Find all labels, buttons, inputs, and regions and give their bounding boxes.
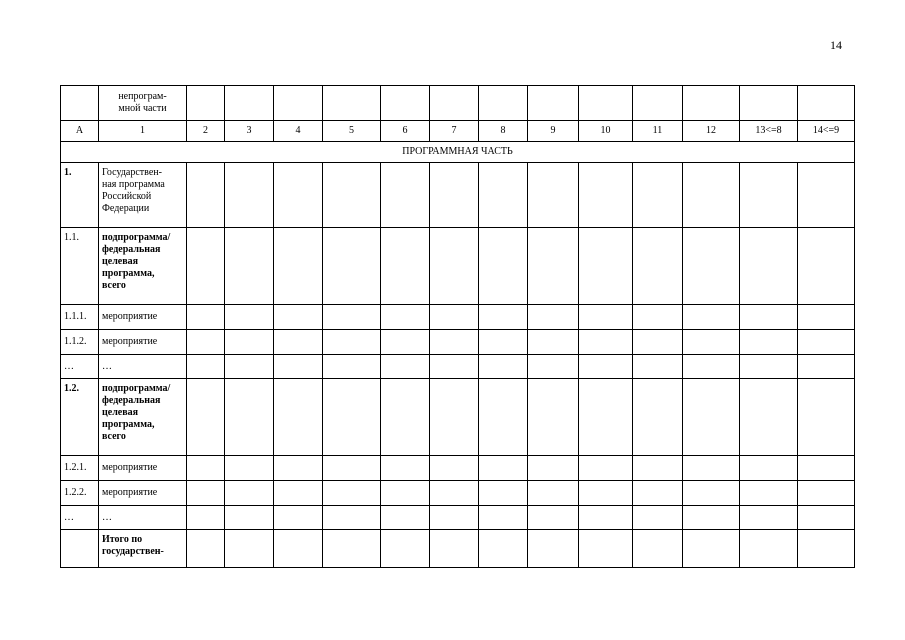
- header-cell-nonprogram: непрограм- мной части: [99, 86, 187, 121]
- table-cell: [740, 228, 798, 305]
- table-cell: [633, 456, 683, 481]
- table-body: [61, 86, 855, 568]
- table-cell: [633, 228, 683, 305]
- table-cell: [187, 530, 225, 568]
- table-cell: [430, 330, 479, 355]
- row-number-cell: 1.: [61, 163, 99, 228]
- table-cell: [740, 305, 798, 330]
- table-cell: [225, 228, 274, 305]
- table-cell: [528, 228, 579, 305]
- table-cell: [528, 86, 579, 121]
- column-number-cell: 7: [430, 121, 479, 142]
- table-cell: [381, 86, 430, 121]
- table-cell: [274, 330, 323, 355]
- table-cell: [579, 379, 633, 456]
- table-cell: [479, 481, 528, 506]
- row-name-cell: подпрограмма/ федеральная целевая программа, всего: [99, 228, 187, 305]
- table-cell: [479, 330, 528, 355]
- table-cell: [798, 481, 855, 506]
- table-cell: [740, 355, 798, 379]
- column-number-cell: 1: [99, 121, 187, 142]
- table-cell: [479, 456, 528, 481]
- table-cell: [740, 330, 798, 355]
- column-number-cell: 11: [633, 121, 683, 142]
- table-cell: [528, 379, 579, 456]
- table-cell: [579, 456, 633, 481]
- table-cell: [323, 379, 381, 456]
- table-cell: [683, 355, 740, 379]
- table-cell: [274, 305, 323, 330]
- section-title: ПРОГРАММНАЯ ЧАСТЬ: [61, 142, 855, 163]
- table-cell: [528, 481, 579, 506]
- table-cell: [381, 379, 430, 456]
- table-cell: [381, 330, 430, 355]
- table-cell: [323, 163, 381, 228]
- table-cell: [430, 379, 479, 456]
- table-cell: [187, 228, 225, 305]
- table-cell: [528, 530, 579, 568]
- table-cell: [579, 86, 633, 121]
- table-cell: [683, 379, 740, 456]
- table-cell: [187, 163, 225, 228]
- table-cell: [579, 530, 633, 568]
- column-number-cell: 9: [528, 121, 579, 142]
- table-cell: [798, 330, 855, 355]
- table-cell: [274, 86, 323, 121]
- table-cell: [528, 163, 579, 228]
- table-cell: [683, 530, 740, 568]
- table-cell: [323, 456, 381, 481]
- table-cell: [430, 355, 479, 379]
- table-cell: [798, 86, 855, 121]
- table-cell: [683, 163, 740, 228]
- table-cell: [61, 86, 99, 121]
- row-name-cell: мероприятие: [99, 456, 187, 481]
- table-cell: [798, 530, 855, 568]
- table-cell: [479, 305, 528, 330]
- table-cell: [187, 86, 225, 121]
- table-cell: [479, 530, 528, 568]
- table-cell: [528, 506, 579, 530]
- table-cell: [798, 355, 855, 379]
- table-cell: [740, 163, 798, 228]
- table-cell: [633, 305, 683, 330]
- row-number-cell: 1.1.1.: [61, 305, 99, 330]
- table-cell: [274, 355, 323, 379]
- table-cell: [225, 456, 274, 481]
- table-cell: [430, 481, 479, 506]
- table-cell: [683, 481, 740, 506]
- table-cell: [740, 530, 798, 568]
- row-name-cell: …: [99, 355, 187, 379]
- table-cell: [740, 86, 798, 121]
- table-cell: [740, 506, 798, 530]
- column-number-cell: 14<=9: [798, 121, 855, 142]
- table-cell: [683, 330, 740, 355]
- table-row: [61, 481, 855, 506]
- column-number-cell: 12: [683, 121, 740, 142]
- table-row: [61, 228, 855, 305]
- table-cell: [323, 530, 381, 568]
- table-cell: [633, 330, 683, 355]
- table-cell: [187, 355, 225, 379]
- table-cell: [633, 481, 683, 506]
- table-cell: [430, 530, 479, 568]
- table-cell: [798, 506, 855, 530]
- table-cell: [187, 379, 225, 456]
- table-cell: [225, 163, 274, 228]
- table-cell: [579, 228, 633, 305]
- table-row: [61, 506, 855, 530]
- table-row: [61, 163, 855, 228]
- column-number-cell: 3: [225, 121, 274, 142]
- table-cell: [633, 506, 683, 530]
- column-number-cell: 10: [579, 121, 633, 142]
- table-cell: [633, 163, 683, 228]
- table-cell: [225, 330, 274, 355]
- table-cell: [633, 355, 683, 379]
- row-name-cell: мероприятие: [99, 330, 187, 355]
- table-cell: [683, 228, 740, 305]
- table-cell: [430, 506, 479, 530]
- table-cell: [528, 305, 579, 330]
- row-name-cell: Итого по государствен-: [99, 530, 187, 568]
- row-number-cell: 1.2.: [61, 379, 99, 456]
- table-cell: [225, 355, 274, 379]
- table-cell: [323, 506, 381, 530]
- table-cell: [381, 506, 430, 530]
- table-cell: [528, 456, 579, 481]
- table-cell: [274, 163, 323, 228]
- table-cell: [323, 86, 381, 121]
- column-number-cell: 4: [274, 121, 323, 142]
- table-cell: [528, 355, 579, 379]
- table-cell: [798, 305, 855, 330]
- table-cell: [323, 330, 381, 355]
- table-cell: [479, 228, 528, 305]
- table-cell: [579, 481, 633, 506]
- table-row: [61, 379, 855, 456]
- row-number-cell: …: [61, 355, 99, 379]
- column-number-cell: 6: [381, 121, 430, 142]
- table-cell: [187, 481, 225, 506]
- table-cell: [381, 355, 430, 379]
- row-name-cell: мероприятие: [99, 481, 187, 506]
- table-cell: [683, 86, 740, 121]
- table-cell: [479, 163, 528, 228]
- table-cell: [225, 305, 274, 330]
- table-cell: [683, 305, 740, 330]
- table-cell: [479, 355, 528, 379]
- table-row: [61, 530, 855, 568]
- table-cell: [225, 506, 274, 530]
- table-cell: [323, 355, 381, 379]
- table-cell: [381, 456, 430, 481]
- table-cell: [798, 456, 855, 481]
- row-name-cell: …: [99, 506, 187, 530]
- table-cell: [274, 379, 323, 456]
- table-cell: [479, 379, 528, 456]
- table-cell: [225, 379, 274, 456]
- table-cell: [187, 305, 225, 330]
- table-cell: [323, 481, 381, 506]
- row-name-cell: Государствен- ная программа Российской Федерации: [99, 163, 187, 228]
- table-cell: [274, 506, 323, 530]
- table-cell: [579, 506, 633, 530]
- row-number-cell: 1.1.: [61, 228, 99, 305]
- row-number-cell: …: [61, 506, 99, 530]
- table-cell: [323, 305, 381, 330]
- table-cell: [187, 506, 225, 530]
- table-cell: [633, 379, 683, 456]
- table-cell: [430, 228, 479, 305]
- table-cell: [323, 228, 381, 305]
- table-cell: [381, 305, 430, 330]
- table-cell: [381, 530, 430, 568]
- table-cell: [479, 86, 528, 121]
- table-cell: [633, 530, 683, 568]
- table-cell: [740, 456, 798, 481]
- table-cell: [274, 228, 323, 305]
- table-cell: [381, 228, 430, 305]
- table-cell: [381, 163, 430, 228]
- table-cell: [798, 163, 855, 228]
- table-row: [61, 355, 855, 379]
- table-cell: [274, 481, 323, 506]
- table-cell: [187, 330, 225, 355]
- table-cell: [274, 456, 323, 481]
- table-cell: [683, 506, 740, 530]
- table-cell: [740, 379, 798, 456]
- table-cell: [430, 163, 479, 228]
- column-number-cell: 5: [323, 121, 381, 142]
- table-cell: [798, 228, 855, 305]
- header-continuation-row: [61, 86, 855, 121]
- table-cell: [528, 330, 579, 355]
- table-cell: [479, 506, 528, 530]
- table-cell: [225, 481, 274, 506]
- table-cell: [430, 305, 479, 330]
- section-row: [61, 142, 855, 163]
- column-number-row: [61, 121, 855, 142]
- budget-table: [60, 85, 855, 568]
- table-cell: [430, 86, 479, 121]
- row-name-cell: мероприятие: [99, 305, 187, 330]
- table-cell: [187, 456, 225, 481]
- table-cell: [633, 86, 683, 121]
- table-cell: [683, 456, 740, 481]
- table-cell: [798, 379, 855, 456]
- table-cell: [579, 330, 633, 355]
- table-cell: [740, 481, 798, 506]
- table-cell: [579, 305, 633, 330]
- row-number-cell: [61, 530, 99, 568]
- row-number-cell: 1.1.2.: [61, 330, 99, 355]
- table-cell: [381, 481, 430, 506]
- column-number-cell: 13<=8: [740, 121, 798, 142]
- table-row: [61, 330, 855, 355]
- row-number-cell: 1.2.1.: [61, 456, 99, 481]
- table-cell: [225, 86, 274, 121]
- table-row: [61, 456, 855, 481]
- table-cell: [274, 530, 323, 568]
- table-cell: [430, 456, 479, 481]
- table-cell: [225, 530, 274, 568]
- table-cell: [579, 163, 633, 228]
- column-number-cell: 2: [187, 121, 225, 142]
- table-cell: [579, 355, 633, 379]
- column-number-cell: 8: [479, 121, 528, 142]
- table-row: [61, 305, 855, 330]
- row-name-cell: подпрограмма/ федеральная целевая программа, всего: [99, 379, 187, 456]
- page-number: 14: [830, 38, 842, 52]
- row-number-cell: 1.2.2.: [61, 481, 99, 506]
- column-number-cell: А: [61, 121, 99, 142]
